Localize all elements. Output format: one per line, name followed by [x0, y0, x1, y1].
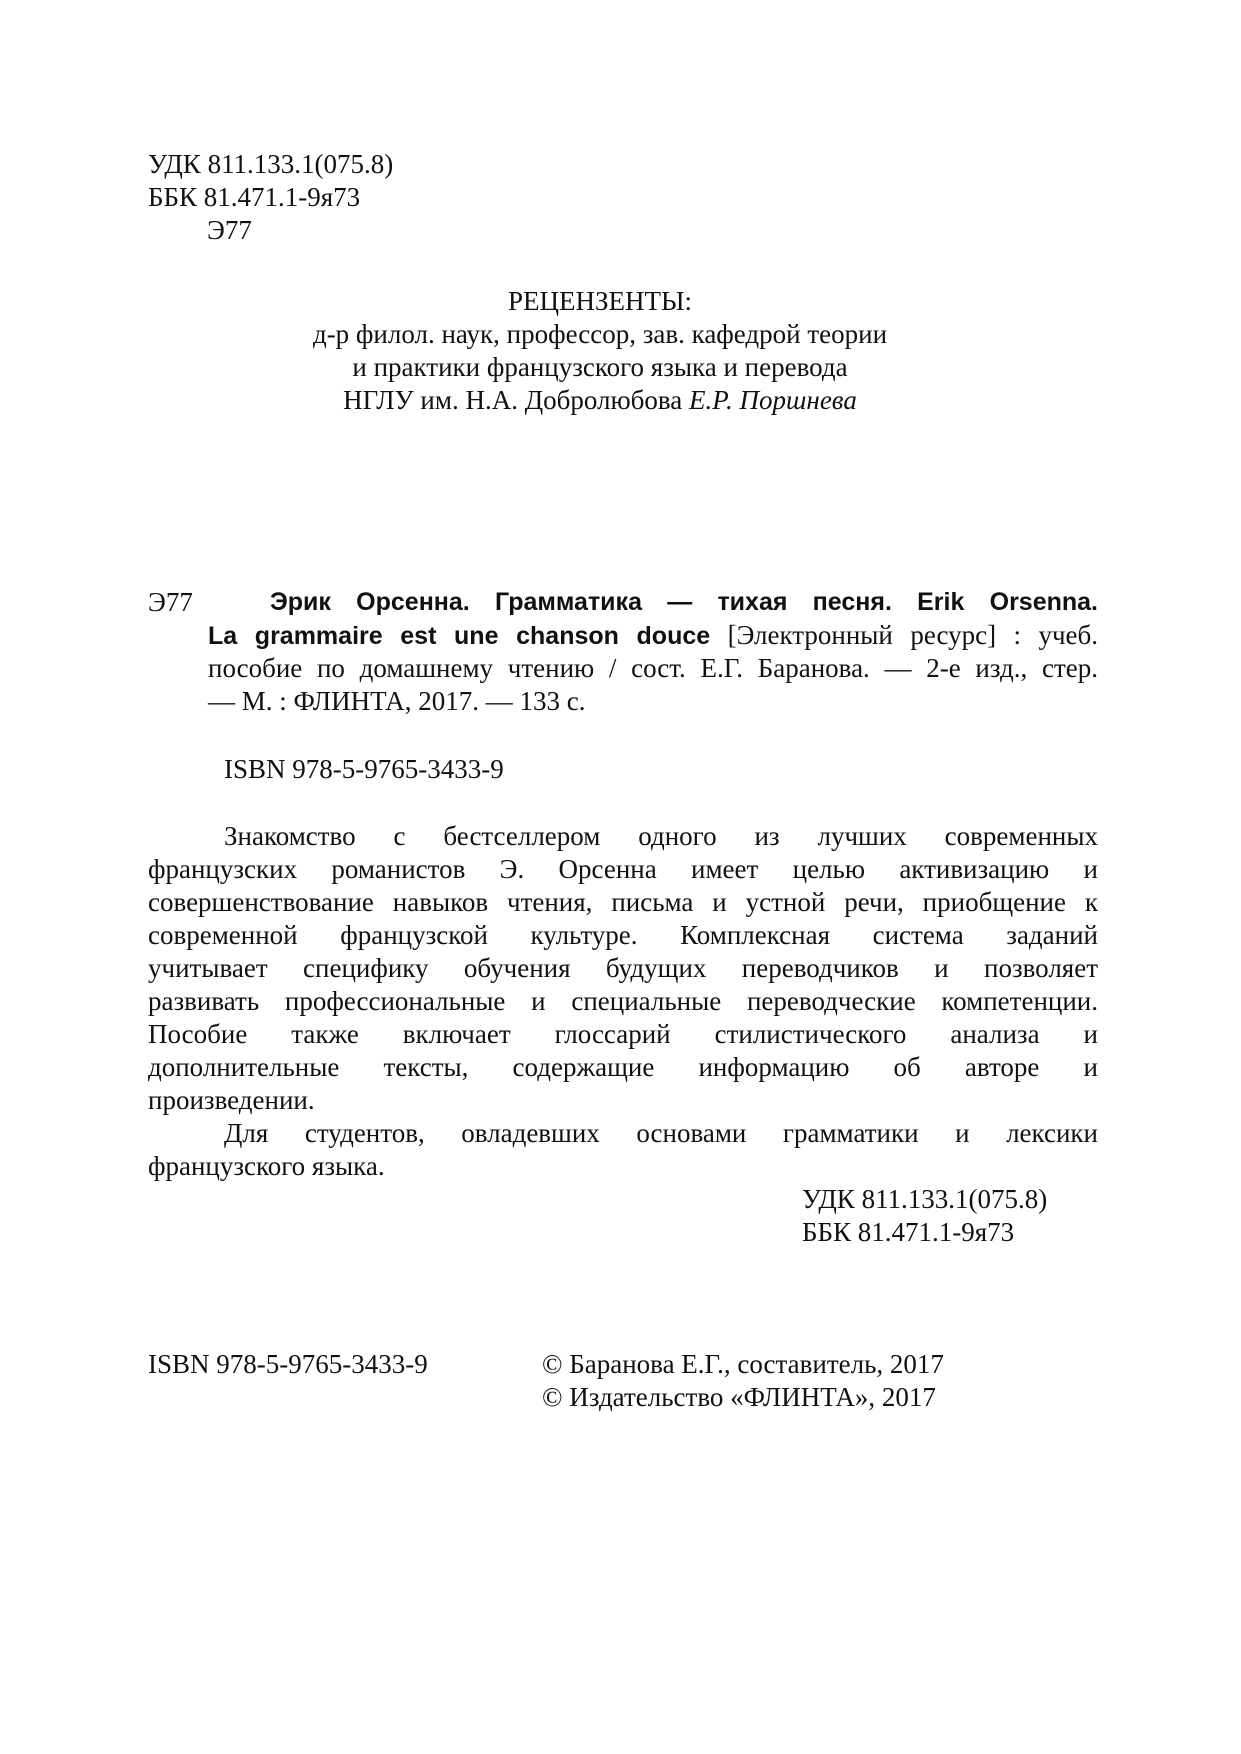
catalog-resource-type: [Электронный ресурс] : учеб. [710, 620, 1098, 650]
annotation-line: Знакомство с бестселлером одного из лучших современных [224, 821, 1098, 851]
annotation-line: современной французской культуре. Комплексная система заданий [148, 920, 1098, 950]
audience-line-2: французского языка. [148, 1151, 385, 1181]
catalog-isbn: ISBN 978-5-9765-3433-9 [224, 754, 504, 784]
catalog-title-french: La grammaire est une chanson douce [208, 622, 711, 650]
catalog-title-line-1: Эрик Орсенна. Грамматика — тихая песня. Erik Orsenna. [270, 588, 1098, 616]
annotation-line: произведении. [148, 1085, 315, 1115]
annotation-line: Пособие также включает глоссарий стилистического анализа и [148, 1019, 1098, 1049]
audience-line-1: Для студентов, овладевших основами грамматики и лексики [224, 1118, 1098, 1148]
footer-isbn: ISBN 978-5-9765-3433-9 [148, 1349, 428, 1379]
reviewers-line-3 [250, 384, 950, 417]
bbk-index: ББК 81.471.1-9я73 [802, 1217, 1015, 1247]
catalog-line-3: пособие по домашнему чтению / сост. Е.Г. Баранова. — 2-е изд., стер. [208, 653, 1098, 683]
catalog-sign: Э77 [148, 587, 193, 617]
annotation-line: учитывает специфику обучения будущих переводчиков и позволяет [148, 953, 1098, 983]
annotation-line: развивать профессиональные и специальные переводческие компетенции. [148, 986, 1098, 1016]
catalog-title-line-2 [208, 619, 1098, 653]
author-sign-header: Э77 [207, 215, 252, 245]
annotation-line: дополнительные тексты, содержащие информацию об авторе и [148, 1052, 1098, 1082]
reviewers-line-1: д-р филол. наук, профессор, зав. кафедрой теории [312, 319, 888, 349]
reviewers-title: РЕЦЕНЗЕНТЫ: [507, 286, 693, 316]
reviewers-affiliation: НГЛУ им. Н.А. Добролюбова [343, 385, 690, 415]
reviewer-name: Е.Р. Поршнева [689, 385, 857, 415]
catalog-line-4: — М. : ФЛИНТА, 2017. — 133 с. [208, 686, 586, 716]
bbk-header: ББК 81.471.1-9я73 [148, 182, 361, 212]
copyright-publisher: © Издательство «ФЛИНТА», 2017 [542, 1382, 936, 1412]
annotation-line: французских романистов Э. Орсенна имеет целью активизацию и [148, 854, 1098, 884]
copyright-compiler: © Баранова Е.Г., составитель, 2017 [542, 1349, 944, 1379]
udk-index: УДК 811.133.1(075.8) [802, 1184, 1048, 1214]
udk-header: УДК 811.133.1(075.8) [148, 149, 394, 179]
annotation-line: совершенствование навыков чтения, письма и устной речи, приобщение к [148, 887, 1098, 917]
reviewers-line-2: и практики французского языка и перевода [352, 352, 848, 382]
